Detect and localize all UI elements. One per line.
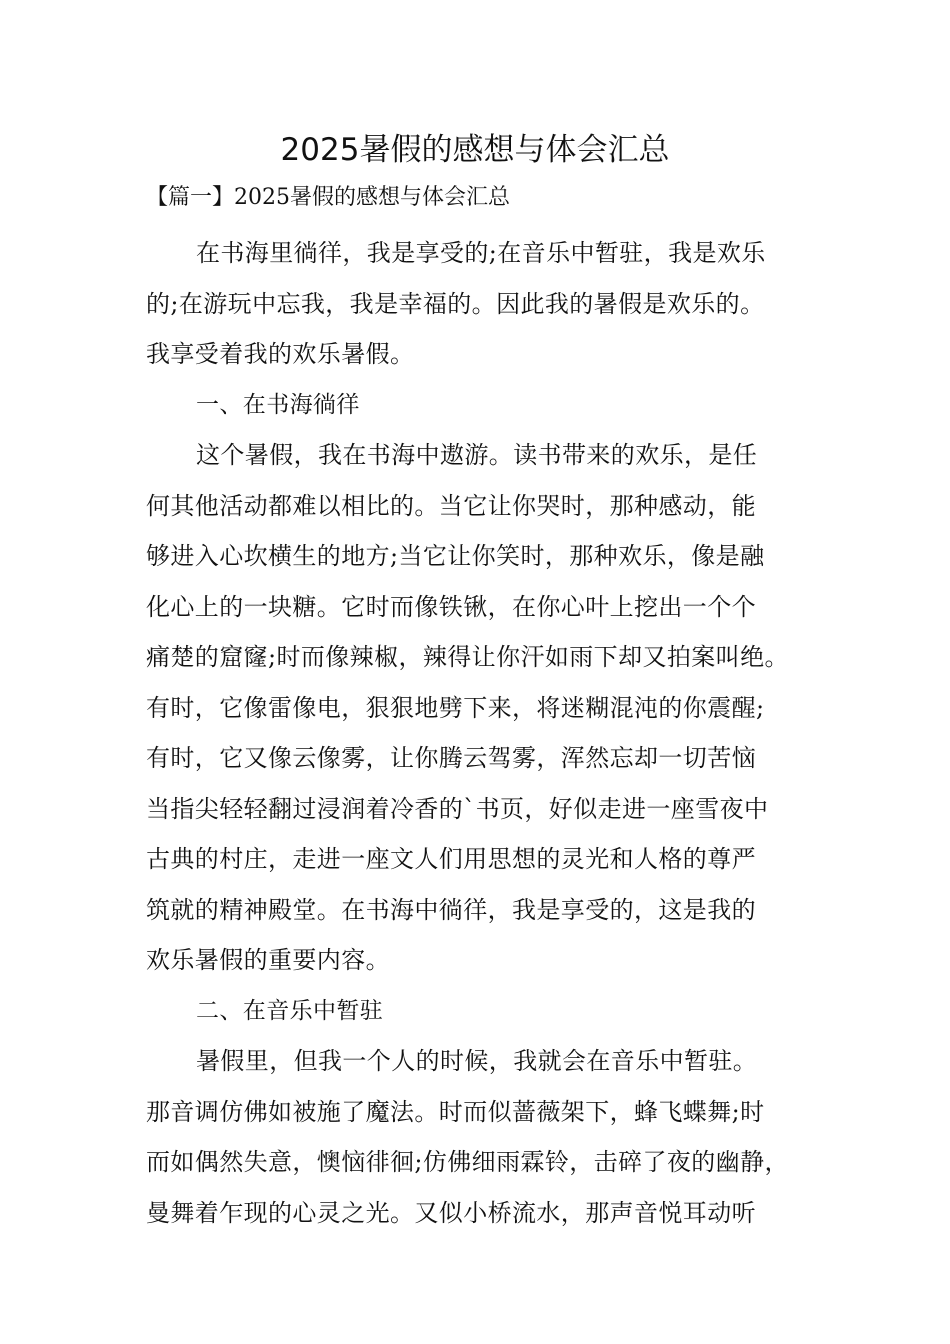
document-title: 2025暑假的感想与体会汇总 [280,132,670,168]
text-line: 暑假里，但我一个人的时候，我就会在音乐中暂驻。 [196,1047,758,1075]
text-line: 在书海里徜徉，我是享受的;在音乐中暂驻，我是欢乐 [196,239,766,267]
text-line: 痛楚的窟窿;时而像辣椒，辣得让你汗如雨下却又拍案叫绝。 [146,643,789,671]
text-line: 有时，它像雷像电，狠狠地劈下来，将迷糊混沌的你震醒; [146,693,765,722]
text-line: 欢乐暑假的重要内容。 [146,946,390,974]
text-line: 古典的村庄，走进一座文人们用思想的灵光和人格的尊严 [146,845,756,873]
text-line: 何其他活动都难以相比的。当它让你哭时，那种感动，能 [146,491,756,520]
text-line: 曼舞着乍现的心灵之光。又似小桥流水，那声音悦耳动听 [146,1198,756,1227]
subheading-line: 二、在音乐中暂驻 [196,997,384,1024]
text-line: 我享受着我的欢乐暑假。 [146,340,415,368]
document-body [146,228,826,1238]
section-heading: 【篇一】2025暑假的感想与体会汇总 [146,185,510,210]
text-line: 当指尖轻轻翻过浸润着冷香的`书页，好似走进一座雪夜中 [146,794,769,823]
text-line: 筑就的精神殿堂。在书海中徜徉，我是享受的，这是我的 [146,895,756,924]
text-line: 而如偶然失意，懊恼徘徊;仿佛细雨霖铃，击碎了夜的幽静， [146,1148,789,1176]
text-line: 的;在游玩中忘我，我是幸福的。因此我的暑假是欢乐的。 [146,289,765,318]
subheading-line: 一、在书海徜徉 [196,391,360,418]
text-line: 有时，它又像云像雾，让你腾云驾雾，浑然忘却一切苦恼 [146,744,756,772]
text-line: 这个暑假，我在书海中遨游。读书带来的欢乐，是任 [196,441,758,469]
text-line: 那音调仿佛如被施了魔法。时而似蔷薇架下，蜂飞蝶舞;时 [146,1097,765,1126]
text-line: 够进入心坎横生的地方;当它让你笑时，那种欢乐，像是融 [146,542,765,570]
text-line: 化心上的一块糖。它时而像铁锹，在你心叶上挖出一个个 [146,592,756,621]
